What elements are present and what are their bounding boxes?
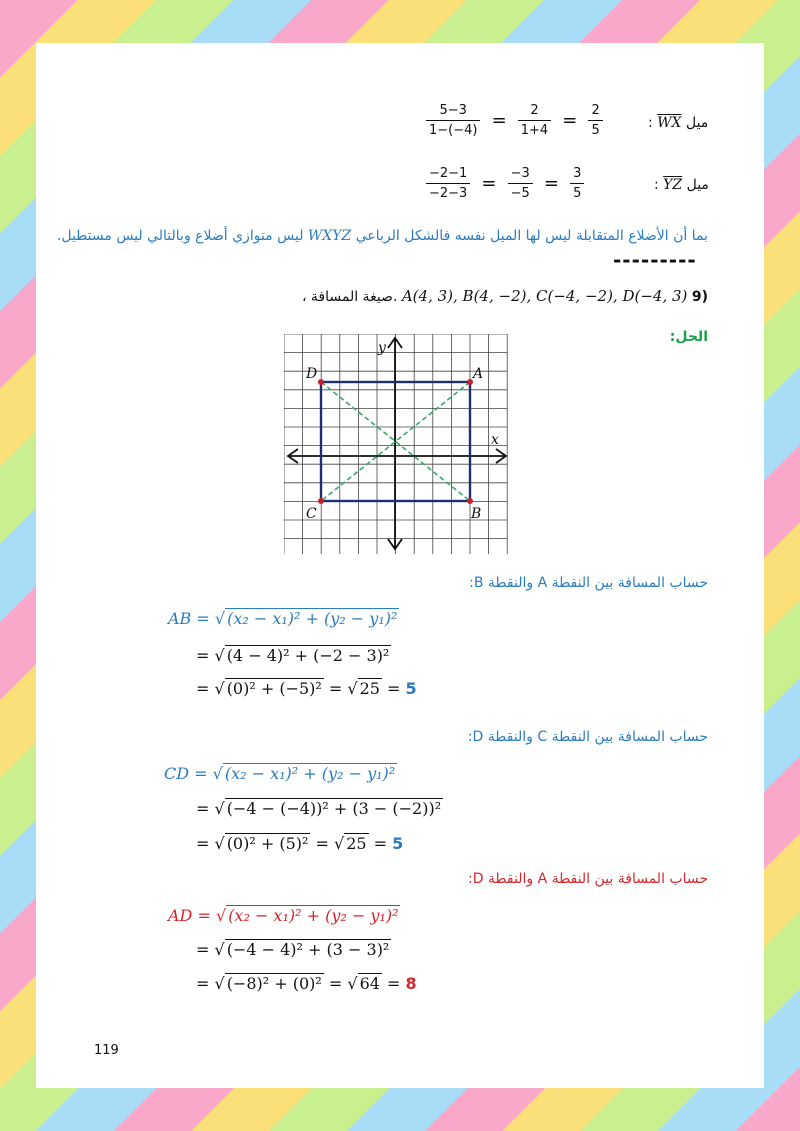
slope-wx-fractions: $\frac{5-3}{1-(-4)}$ = $\frac{2}{1+4}$ = $\frac{2}{5}$ (426, 103, 603, 138)
ab-result: 5 (405, 679, 417, 698)
page-number: 119 (94, 1043, 119, 1058)
ad-line2: = √ (−4 − 4)² + (3 − 3)² (196, 940, 390, 959)
label-a: A (473, 366, 484, 382)
label-d: D (306, 366, 318, 382)
point-c (318, 498, 324, 504)
fraction: $\frac{5-3}{1-(-4)}$ (426, 103, 480, 138)
point-d (318, 379, 324, 385)
dashed-divider: --------- (613, 248, 697, 272)
cd-line1: CD = √ (x₂ − x₁)² + (y₂ − y₁)² (164, 764, 396, 783)
heading-cd: حساب المسافة بين النقطة C والنقطة D: (467, 729, 708, 745)
solution-label: الحل: (669, 329, 708, 345)
x-axis-label: x (491, 432, 499, 448)
fraction: $\frac{-3}{-5}$ (508, 166, 533, 201)
ab-line2: = √ (4 − 4)² + (−2 − 3)² (196, 646, 390, 665)
problem-statement (302, 287, 708, 305)
slope-yz-label: : $\overline{YZ}$ ميل (654, 177, 709, 193)
problem-points: A(4, 3), B(4, −2), C(−4, −2), D(−4, 3) (401, 287, 688, 305)
fraction: $\frac{-2-1}{-2-3}$ (426, 166, 470, 201)
problem-number: 9) (691, 289, 708, 305)
label-c: C (306, 506, 317, 522)
cd-line3: = √ (0)² + (5)² = √ 25 = 5 (196, 834, 404, 853)
fraction: $\frac{2}{5}$ (588, 103, 602, 138)
heading-ab: حساب المسافة بين النقطة A والنقطة B: (469, 575, 708, 591)
label-b: B (471, 506, 482, 522)
problem-text: ، صيغة المسافة. (301, 289, 398, 305)
slope-wx-label: : $\overline{WX}$ ميل (648, 115, 709, 131)
fraction: $\frac{2}{1+4}$ (518, 103, 551, 138)
ad-line1: AD = √ (x₂ − x₁)² + (y₂ − y₁)² (168, 906, 399, 925)
ab-line1: AB = √ (x₂ − x₁)² + (y₂ − y₁)² (168, 609, 398, 628)
point-b (467, 498, 473, 504)
cd-line2: = √ (−4 − (−4))² + (3 − (−2))² (196, 799, 442, 818)
slope-yz-fractions: $\frac{-2-1}{-2-3}$ = $\frac{-3}{-5}$ = $\frac{3}{5}$ (426, 166, 584, 201)
ad-line3: = √ (−8)² + (0)² = √ 64 = 8 (196, 974, 417, 993)
ad-result: 8 (405, 974, 417, 993)
fraction: $\frac{3}{5}$ (570, 166, 584, 201)
coordinate-graph (284, 334, 510, 554)
cd-result: 5 (392, 834, 404, 853)
y-axis-label: y (378, 340, 386, 356)
ab-line3: = √ (0)² + (−5)² = √ 25 = 5 (196, 679, 417, 698)
page-sheet (36, 43, 764, 1088)
conclusion-text: بما أن الأضلاع المتقابلة ليس لها الميل نفسه فالشكل الرباعي WXYZ ليس متوازي أضلاع وبالتالي ليس مستطيل. (56, 228, 708, 244)
heading-ad: حساب المسافة بين النقطة A والنقطة D: (467, 871, 708, 887)
